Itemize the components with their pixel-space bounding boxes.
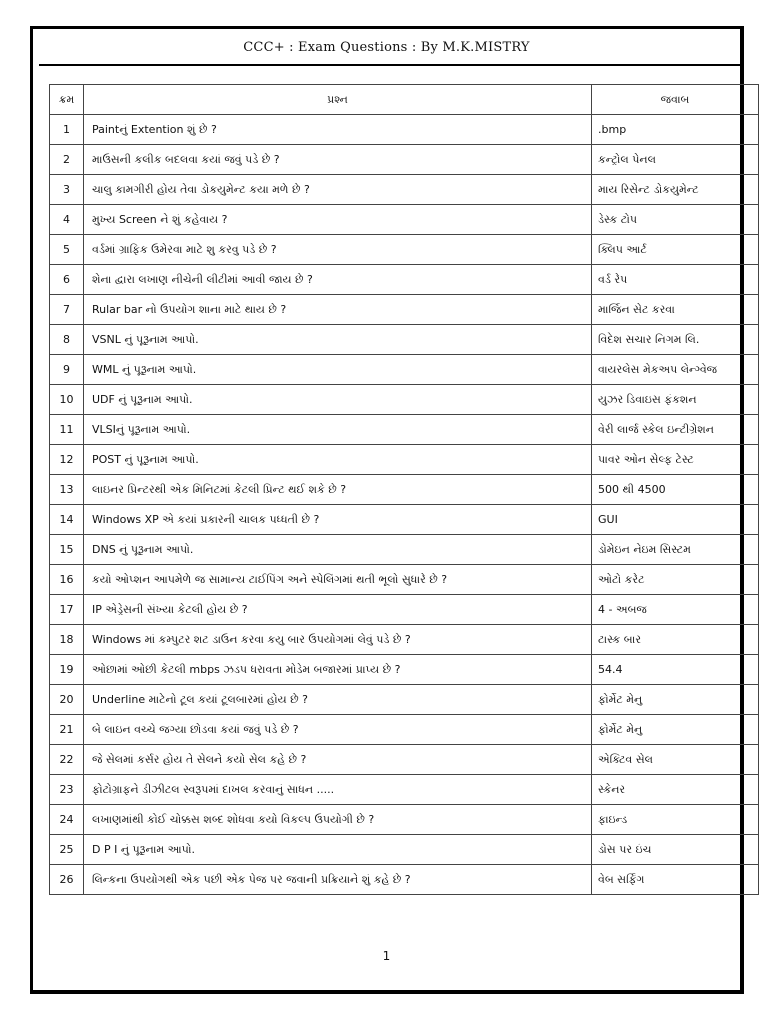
row-question: VLSIનું પૂરૂનામ આપો. [84, 415, 592, 445]
row-question: D P I નું પૂરૂનામ આપો. [84, 835, 592, 865]
row-answer: વાયરલેસ મેકઅપ લેન્ગ્વેજ [592, 355, 759, 385]
row-number: 14 [50, 505, 84, 535]
row-answer: વિદેશ સચાર નિગમ લિ. [592, 325, 759, 355]
row-answer: ઓટો કરેટ [592, 565, 759, 595]
row-number: 16 [50, 565, 84, 595]
row-number: 26 [50, 865, 84, 895]
table-row [50, 265, 759, 295]
row-number: 4 [50, 205, 84, 235]
header-question: પ્રશ્ન [84, 85, 592, 115]
table-row [50, 205, 759, 235]
table-row [50, 625, 759, 655]
table-row [50, 115, 759, 145]
row-answer: 4 - અબજ [592, 595, 759, 625]
table-row [50, 175, 759, 205]
row-question: ચાલુ કામગીરી હોય તેવા ડોકયુમેન્ટ કયા મળે છે ? [84, 175, 592, 205]
row-answer: વર્ડ રેપ [592, 265, 759, 295]
row-number: 7 [50, 295, 84, 325]
row-question: Rular bar નો ઉપયોગ શાના માટે થાય છે ? [84, 295, 592, 325]
table-row [50, 865, 759, 895]
row-answer: ફોર્મેટ મેનુ [592, 715, 759, 745]
row-number: 23 [50, 775, 84, 805]
row-number: 18 [50, 625, 84, 655]
table-row [50, 505, 759, 535]
table-row [50, 235, 759, 265]
row-number: 12 [50, 445, 84, 475]
row-answer: એક્ટિવ સેલ [592, 745, 759, 775]
row-answer: યુઝર ડિવાઇસ ફંકશન [592, 385, 759, 415]
row-question: ઓછામાં ઓછી કેટલી mbps ઝડપ ધરાવતા મોડેમ બજારમાં પ્રાપ્ય છે ? [84, 655, 592, 685]
table-row [50, 355, 759, 385]
row-answer: કન્ટ્રોલ પેનલ [592, 145, 759, 175]
title-underline [39, 64, 744, 66]
row-answer: ડોસ પર ઇંચ [592, 835, 759, 865]
row-number: 8 [50, 325, 84, 355]
row-answer: ફાઇન્ડ [592, 805, 759, 835]
row-number: 15 [50, 535, 84, 565]
table-row [50, 835, 759, 865]
row-answer: ડેસ્ક ટોપ [592, 205, 759, 235]
row-question: જે સેલમાં કર્સર હોય તે સેલને કયો સેલ કહે છે ? [84, 745, 592, 775]
row-number: 21 [50, 715, 84, 745]
row-question: DNS નું પૂરૂનામ આપો. [84, 535, 592, 565]
row-question: VSNL નું પૂરૂનામ આપો. [84, 325, 592, 355]
document-title: CCC+ : Exam Questions : By M.K.MISTRY [243, 40, 530, 55]
row-number: 9 [50, 355, 84, 385]
table-row [50, 565, 759, 595]
row-answer: સ્કેનર [592, 775, 759, 805]
table-row [50, 385, 759, 415]
row-question: શેના દ્વારા લખાણ નીચેની લીટીમાં આવી જાય છે ? [84, 265, 592, 295]
row-answer: ડોમેઇન નેઇમ સિસ્ટમ [592, 535, 759, 565]
row-answer: ટાસ્ક બાર [592, 625, 759, 655]
row-number: 10 [50, 385, 84, 415]
row-answer: ફોર્મેટ મેનુ [592, 685, 759, 715]
header-answer: જવાબ [592, 85, 759, 115]
table-body [50, 115, 759, 895]
table-row [50, 325, 759, 355]
row-number: 22 [50, 745, 84, 775]
row-answer: 500 થી 4500 [592, 475, 759, 505]
table-row [50, 745, 759, 775]
header-number: ક્રમ [50, 85, 84, 115]
row-answer: GUI [592, 505, 759, 535]
row-question: લખાણમાંથી કોઈ ચોક્કસ શબ્દ શોધવા કયો વિકલ્પ ઉપયોગી છે ? [84, 805, 592, 835]
row-question: Paintનું Extention શું છે ? [84, 115, 592, 145]
table-row [50, 775, 759, 805]
row-number: 2 [50, 145, 84, 175]
table-row [50, 475, 759, 505]
table-row [50, 445, 759, 475]
page-border [30, 26, 744, 994]
row-number: 3 [50, 175, 84, 205]
row-question: Windows માં કમ્પુટર શટ ડાઉન કરવા કયુ બાર ઉપયોગમાં લેવું પડે છે ? [84, 625, 592, 655]
row-answer: .bmp [592, 115, 759, 145]
row-number: 13 [50, 475, 84, 505]
row-number: 6 [50, 265, 84, 295]
row-question: POST નું પૂરૂનામ આપો. [84, 445, 592, 475]
table-row [50, 655, 759, 685]
row-question: લાઇનર પ્રિન્ટરથી એક મિનિટમાં કેટલી પ્રિન્ટ થઈ શકે છે ? [84, 475, 592, 505]
row-question: માઉસની કલીક બદલવા કયાં જવું પડે છે ? [84, 145, 592, 175]
row-question: વર્ડમાં ગ્રાફિક ઉમેરવા માટે શુ કરવુ પડે છે ? [84, 235, 592, 265]
questions-table [49, 84, 759, 895]
table-row [50, 595, 759, 625]
table-row [50, 415, 759, 445]
row-number: 11 [50, 415, 84, 445]
page-number: 1 [382, 949, 391, 963]
row-answer: માર્જિન સેટ કરવા [592, 295, 759, 325]
row-question: મુખ્ય Screen ને શું કહેવાય ? [84, 205, 592, 235]
row-question: UDF નું પૂરૂનામ આપો. [84, 385, 592, 415]
row-question: Windows XP એ કયાં પ્રકારની ચાલક પધ્ધતી છે ? [84, 505, 592, 535]
row-question: IP એડ્રેસની સંખ્યા કેટલી હોય છે ? [84, 595, 592, 625]
row-question: ફોટોગ્રાફને ડીઝીટલ સ્વરૂપમાં દાખલ કરવાનું સાધન ..... [84, 775, 592, 805]
row-question: કયો ઓપ્શન આપમેળે જ સામાન્ય ટાઈપિંગ અને સ્પેલિંગમાં થતી ભૂલો સુધારે છે ? [84, 565, 592, 595]
row-answer: વેરી લાર્જ સ્કેલ ઇન્ટીગ્રેશન [592, 415, 759, 445]
table-row [50, 805, 759, 835]
row-number: 19 [50, 655, 84, 685]
table-row [50, 295, 759, 325]
row-answer: 54.4 [592, 655, 759, 685]
row-number: 20 [50, 685, 84, 715]
table-row [50, 685, 759, 715]
row-number: 25 [50, 835, 84, 865]
row-number: 1 [50, 115, 84, 145]
table-header-row [50, 85, 759, 115]
row-question: Underline માટેનો ટૂલ કયાં ટૂલબારમાં હોય છે ? [84, 685, 592, 715]
row-question: બે લાઇન વચ્ચે જગ્યા છોડવા કયાં જવું પડે છે ? [84, 715, 592, 745]
row-answer: માય રિસેન્ટ ડોકયુમેન્ટ [592, 175, 759, 205]
table-row [50, 145, 759, 175]
table-row [50, 535, 759, 565]
table-row [50, 715, 759, 745]
row-answer: વેબ સર્ફિંગ [592, 865, 759, 895]
row-number: 17 [50, 595, 84, 625]
row-answer: ક્લિપ આર્ટ [592, 235, 759, 265]
row-number: 5 [50, 235, 84, 265]
row-question: લિન્કના ઉપયોગથી એક પછી એક પેજ પર જવાની પ્રક્રિયાને શું કહે છે ? [84, 865, 592, 895]
row-number: 24 [50, 805, 84, 835]
row-answer: પાવર ઓન સેલ્ફ ટેસ્ટ [592, 445, 759, 475]
row-question: WML નું પૂરૂનામ આપો. [84, 355, 592, 385]
